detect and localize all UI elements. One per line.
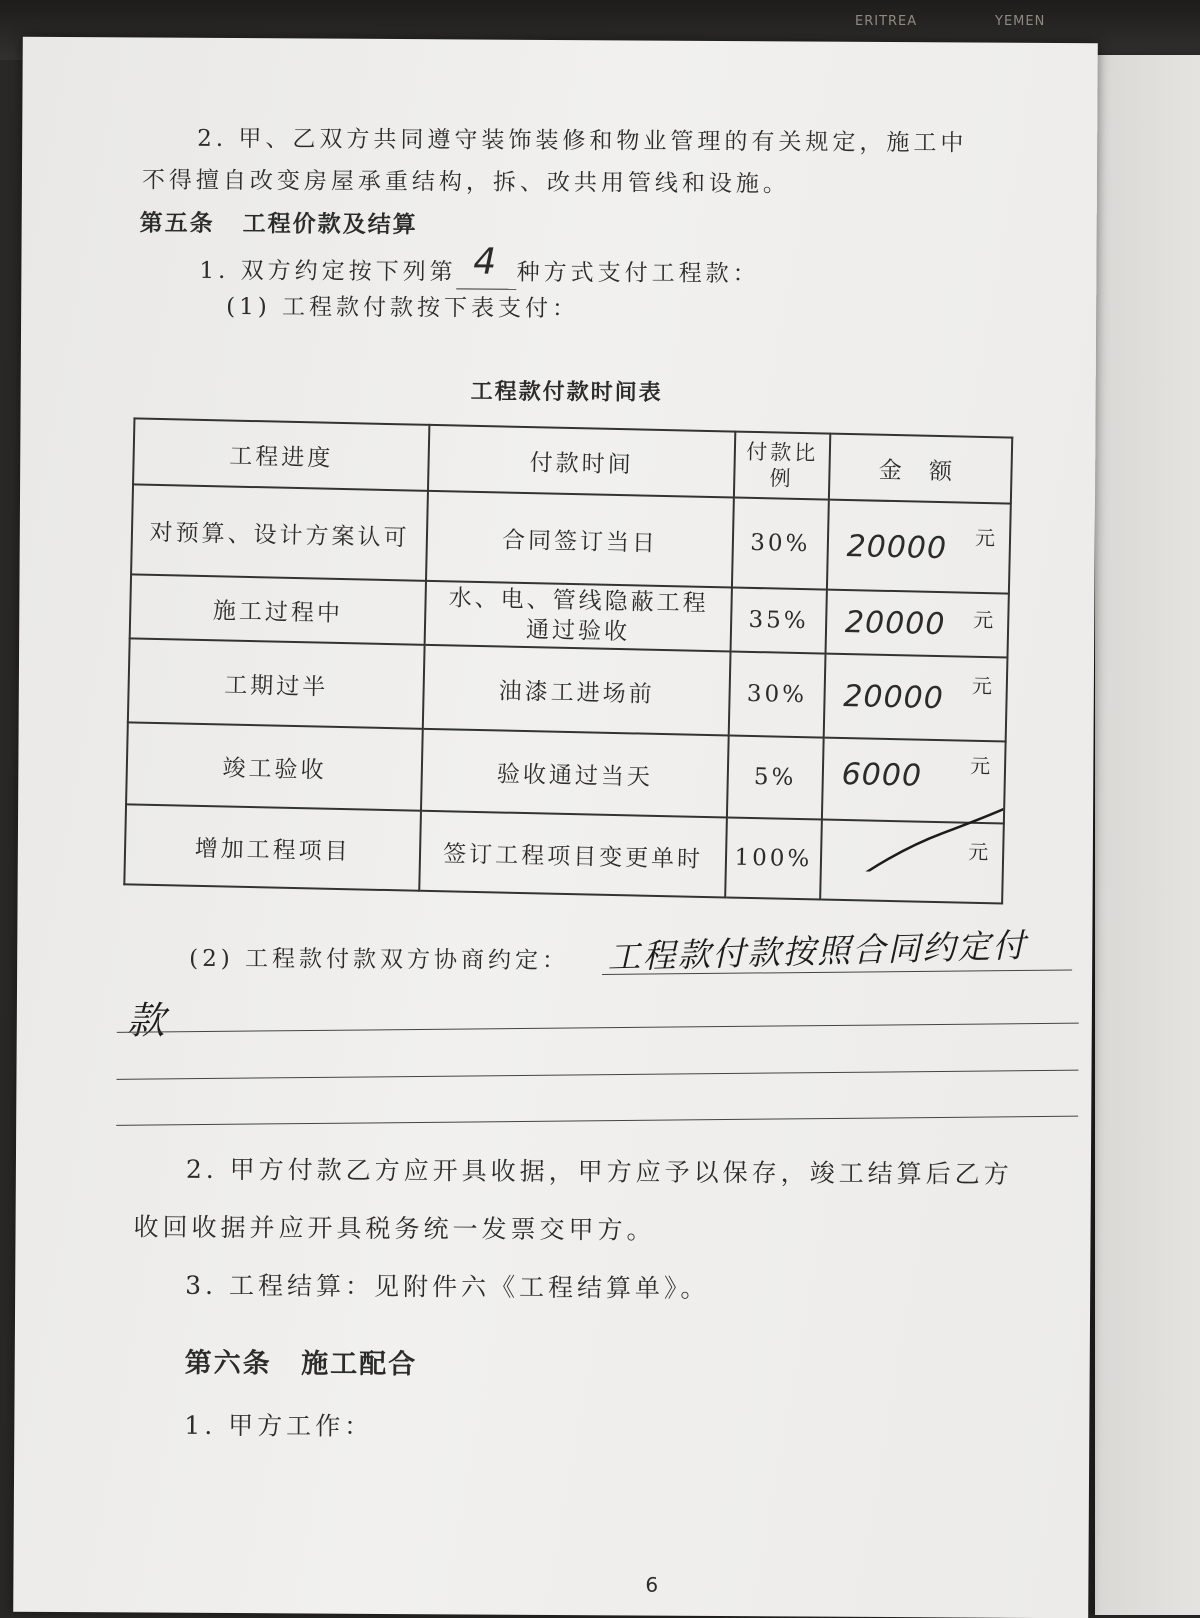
article-6-heading	[185, 1341, 418, 1381]
sub-item-2-handwritten-cont: 款	[126, 998, 165, 1043]
table-row	[124, 804, 1004, 903]
payment-method-prefix: 1. 双方约定按下列第	[199, 257, 457, 286]
sub-item-1: (1) 工程款付款按下表支付：	[226, 293, 580, 323]
amount-handwritten: 6000	[841, 756, 923, 794]
blank-line	[117, 1070, 1079, 1080]
cell-ratio: 35%	[730, 588, 826, 654]
cell-stage: 对预算、设计方案认可	[131, 484, 428, 580]
cell-stage: 工期过半	[128, 638, 425, 728]
article-title: 施工配合	[301, 1348, 418, 1381]
currency-unit: 元	[969, 753, 991, 779]
sub-item-2-handwritten: 工程款付款按照合同约定付	[606, 925, 1028, 977]
article-5-item-3: 3. 工程结算：见附件六《工程结算单》。	[185, 1270, 710, 1303]
cell-ratio: 5%	[727, 735, 824, 819]
cell-time: 油漆工进场前	[423, 645, 730, 736]
header-ratio: 付款比例	[734, 432, 830, 500]
cell-stage: 施工过程中	[130, 574, 427, 644]
header-time: 付款时间	[428, 425, 735, 498]
article-number: 第五条	[139, 210, 215, 237]
background-map-label: ERITREA	[855, 14, 918, 29]
clause-2-line-2: 不得擅自改变房屋承重结构，拆、改共用管线和设施。	[141, 167, 791, 198]
payment-method-suffix: 种方式支付工程款：	[516, 259, 760, 288]
blank-line	[116, 1116, 1078, 1126]
cell-time: 合同签订当日	[426, 491, 734, 588]
cell-amount	[827, 500, 1011, 594]
currency-unit: 元	[973, 607, 994, 633]
payment-schedule-table	[123, 417, 1013, 904]
article-5-item-2-line-1: 2. 甲方付款乙方应开具收据，甲方应予以保存，竣工结算后乙方	[185, 1154, 1013, 1189]
cell-ratio: 30%	[732, 498, 829, 590]
cell-time: 验收通过当天	[421, 729, 728, 818]
amount-handwritten: 20000	[846, 529, 948, 567]
cell-amount	[820, 820, 1004, 904]
clause-2-line-1: 2. 甲、乙双方共同遵守装饰装修和物业管理的有关规定，施工中	[197, 125, 968, 157]
payment-method-line	[199, 241, 760, 291]
cell-time: 签订工程项目变更单时	[419, 811, 726, 898]
payment-method-blank	[457, 241, 517, 289]
header-amount: 金 额	[829, 434, 1013, 504]
article-5-heading	[140, 204, 418, 239]
cell-amount	[823, 654, 1007, 742]
cell-amount	[825, 590, 1009, 658]
cell-stage: 竣工验收	[126, 722, 423, 810]
cell-stage: 增加工程项目	[124, 804, 421, 890]
article-5-item-2-line-2: 收回收据并应开具税务统一发票交甲方。	[133, 1212, 656, 1245]
amount-handwritten: 20000	[844, 604, 946, 643]
adjacent-page	[1095, 55, 1200, 1615]
currency-unit: 元	[971, 673, 993, 699]
cell-ratio: 100%	[725, 817, 822, 899]
blank-line	[117, 1023, 1079, 1033]
cell-time: 水、电、管线隐蔽工程通过验收	[425, 581, 732, 652]
amount-handwritten: 20000	[842, 678, 945, 717]
document-page	[13, 37, 1098, 1618]
background-map-label: YEMEN	[995, 14, 1046, 29]
sub-item-2-label: (2) 工程款付款双方协商约定：	[189, 945, 570, 975]
article-6-item-1: 1. 甲方工作：	[184, 1410, 374, 1441]
cell-ratio: 30%	[729, 651, 826, 737]
page-number: 6	[645, 1572, 659, 1597]
currency-unit: 元	[974, 525, 996, 551]
article-title: 工程价款及结算	[242, 211, 418, 239]
article-number: 第六条	[184, 1347, 272, 1380]
payment-method-value: 4	[473, 241, 501, 283]
table-caption: 工程款付款时间表	[470, 379, 663, 406]
header-stage: 工程进度	[133, 418, 430, 490]
currency-unit: 元	[967, 839, 989, 865]
